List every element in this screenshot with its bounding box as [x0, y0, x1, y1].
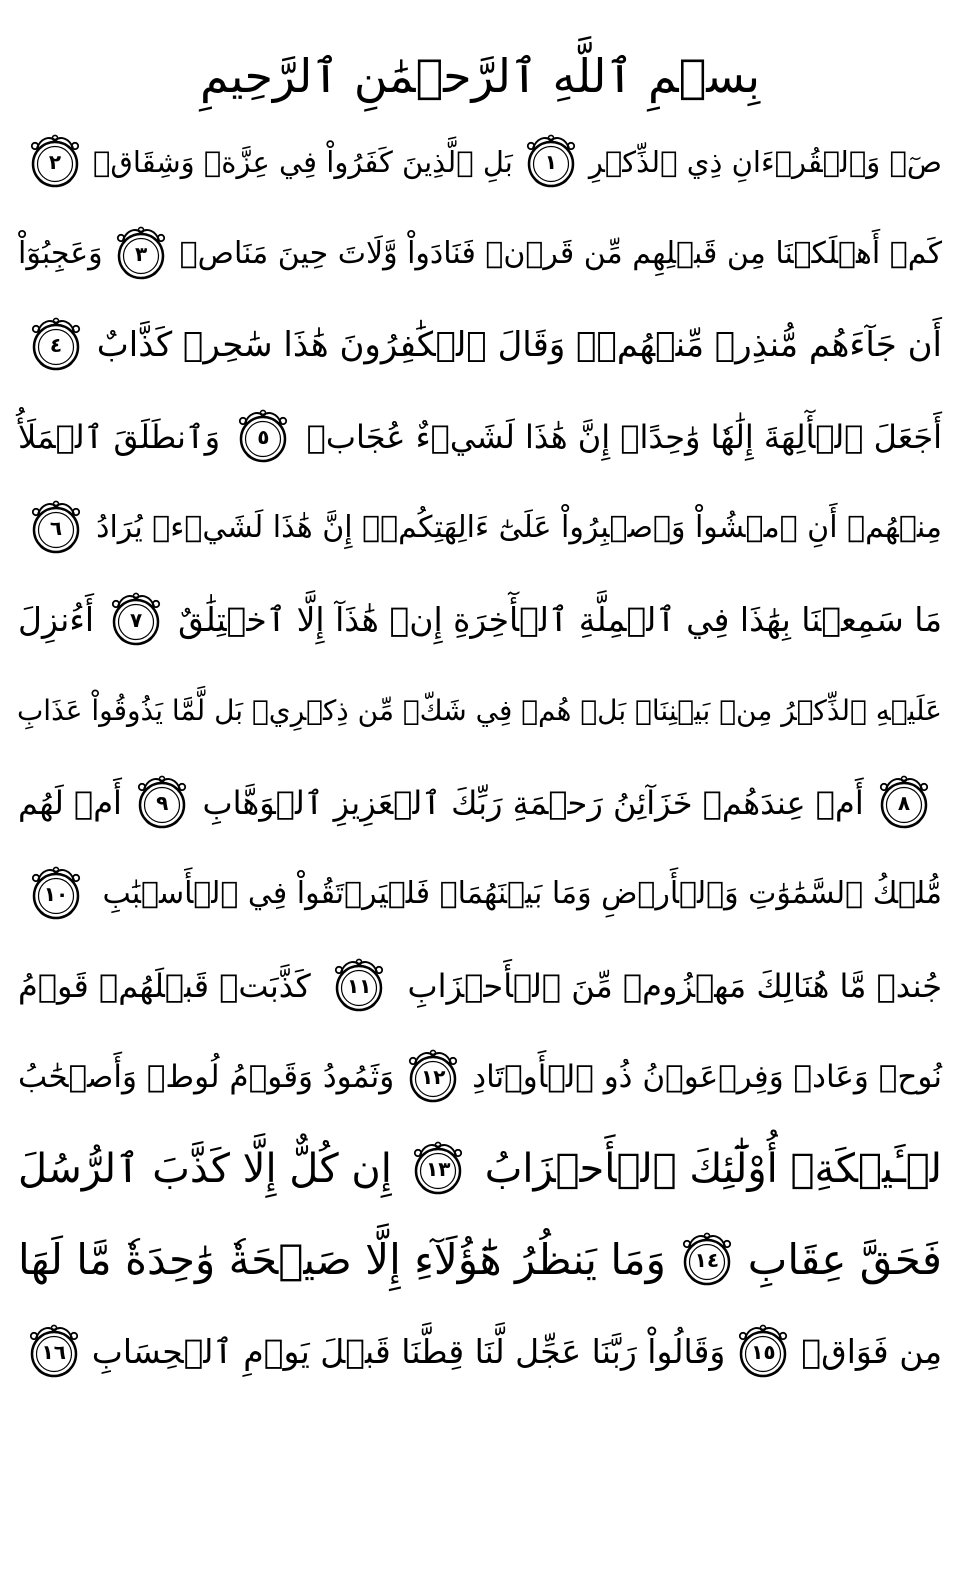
ayah-number-marker: [327, 954, 391, 1018]
ayah-number: ٥: [257, 424, 270, 449]
verse-line: [18, 1032, 942, 1122]
ayah-number: ٧: [130, 607, 143, 632]
ayah-number: ١١: [346, 973, 372, 998]
ayah-number: ٣: [135, 241, 148, 266]
ayah-number-marker: [406, 1137, 470, 1201]
verse-text: وَعَجِبُوٓاْ: [18, 235, 103, 271]
ayah-number: ٨: [897, 790, 911, 815]
ayah-number-marker: [22, 1320, 86, 1384]
basmala: بِسۡمِ ٱللَّهِ ٱلرَّحۡمَٰنِ ٱلرَّحِيمِ: [199, 49, 761, 103]
verse-text: أَمۡ عِندَهُمۡ خَزَآئِنُ رَحۡمَةِ رَبِّكَ ٱلۡعَزِيزِ ٱلۡوَهَّابِ: [202, 783, 864, 822]
verse-text: كَمۡ أَهۡلَكۡنَا مِن قَبۡلِهِم مِّن قَرۡنٖ فَنَادَواْ وَّلَاتَ حِينَ مَنَاصٖ: [179, 235, 942, 271]
verse-text: وَٱنطَلَقَ ٱلۡمَلَأُ: [18, 417, 221, 456]
verse-text: أَمۡ لَهُم: [18, 783, 122, 822]
ayah-number: ١٦: [41, 1339, 66, 1364]
verse-text: نُوحٖ وَعَادٞ وَفِرۡعَوۡنُ ذُو ٱلۡأَوۡتَادِ: [472, 1059, 942, 1095]
verse-text: وَمَا يَنظُرُ هَٰٓؤُلَآءِ إِلَّا صَيۡحَةٗ وَٰحِدَةٗ مَّا لَهَا: [18, 1235, 666, 1284]
verse-text: وَثَمُودُ وَقَوۡمُ لُوطٖ وَأَصۡحَٰبُ: [18, 1059, 395, 1095]
ayah-number: ١٢: [421, 1065, 446, 1089]
verse-line: [18, 392, 942, 482]
verse-line: [18, 483, 942, 573]
ayah-number-marker: [24, 313, 88, 377]
verse-text: فَحَقَّ عِقَابِ: [747, 1235, 942, 1284]
ayah-number-marker: [872, 771, 936, 835]
ayah-number-marker: [731, 1320, 795, 1384]
ayah-number: ١٣: [426, 1156, 451, 1181]
ayah-number: ١٠: [43, 882, 69, 906]
ayah-number-marker: [23, 130, 87, 194]
verse-line: [18, 117, 942, 207]
verse-line: [18, 1124, 942, 1214]
ayah-number-marker: [104, 588, 168, 652]
verse-line: [18, 758, 942, 848]
verse-text: إِن كُلٌّ إِلَّا كَذَّبَ ٱلرُّسُلَ: [18, 1145, 392, 1192]
verse-line: [18, 1215, 942, 1305]
ayah-number-marker: [24, 862, 88, 926]
ayah-number: ١: [544, 150, 557, 174]
verse-text: لۡـَٔيۡكَةِۚ أُوْلَٰٓئِكَ ٱلۡأَحۡزَابُ: [484, 1145, 942, 1192]
verse-text: بَلِ ٱلَّذِينَ كَفَرُواْ فِي عِزَّةٖ وَشِقَاقٖ: [92, 145, 513, 179]
verse-line: [18, 666, 942, 756]
verse-text: أَن جَآءَهُم مُّنذِرٞ مِّنۡهُمۡۖ وَقَالَ ٱلۡكَٰفِرُونَ هَٰذَا سَٰحِرٞ كَذَّابٌ: [96, 325, 942, 365]
verse-line: [18, 1307, 942, 1397]
verse-line: [18, 849, 942, 939]
ayah-number-marker: [109, 222, 173, 286]
verse-text: مِن فَوَاقٖ: [801, 1331, 942, 1371]
verse-text: مَا سَمِعۡنَا بِهَٰذَا فِي ٱلۡمِلَّةِ ٱلۡأٓخِرَةِ إِنۡ هَٰذَآ إِلَّا ٱخۡتِلَٰقٌ: [178, 599, 942, 639]
ayah-number: ١٥: [751, 1339, 776, 1364]
ayah-number: ٩: [156, 790, 169, 815]
ayah-number-marker: [401, 1045, 465, 1109]
verse-text: صٓۚ وَٱلۡقُرۡءَانِ ذِي ٱلذِّكۡرِ: [588, 145, 942, 179]
verse-line: [18, 941, 942, 1031]
verse-text: أَءُنزِلَ: [18, 599, 95, 639]
verse-line: [18, 575, 942, 665]
verse-line: [18, 300, 942, 390]
ayah-number: ٤: [49, 333, 63, 357]
verse-text: عَلَيۡهِ ٱلذِّكۡرُ مِنۢ بَيۡنِنَاۚ بَلۡ هُمۡ فِي شَكّٖ مِّن ذِكۡرِيۖ بَل لَّمَّا يَذُوقُواْ عَذَابِ: [16, 694, 942, 727]
verse-text: مِنۡهُمۡ أَنِ ٱمۡشُواْ وَٱصۡبِرُواْ عَلَىٰٓ ءَالِهَتِكُمۡۖ إِنَّ هَٰذَا لَشَيۡءٞ يُرَادُ: [96, 510, 942, 545]
verse-text: أَجَعَلَ ٱلۡأٓلِهَةَ إِلَٰهٗا وَٰحِدًاۖ إِنَّ هَٰذَا لَشَيۡءٌ عُجَابٞ: [306, 417, 942, 456]
ayah-number-marker: [519, 130, 583, 194]
ayah-number: ٦: [49, 516, 63, 540]
verse-text: وَقَالُواْ رَبَّنَا عَجِّل لَّنَا قِطَّنَا قَبۡلَ يَوۡمِ ٱلۡحِسَابِ: [91, 1331, 726, 1371]
ayah-number: ١٤: [694, 1248, 720, 1272]
ayah-number-marker: [675, 1228, 739, 1292]
ayah-number-marker: [24, 496, 88, 560]
ayah-number-marker: [231, 405, 295, 469]
verse-line: [18, 209, 942, 299]
ayah-number: ٢: [48, 150, 62, 174]
verse-text: مُّلۡكُ ٱلسَّمَٰوَٰتِ وَٱلۡأَرۡضِ وَمَا بَيۡنَهُمَاۖ فَلۡيَرۡتَقُواْ فِي ٱلۡأَسۡبَٰبِ: [102, 876, 942, 911]
verse-text: كَذَّبَتۡ قَبۡلَهُمۡ قَوۡمُ: [18, 966, 311, 1005]
verse-text: جُندٞ مَّا هُنَالِكَ مَهۡزُومٞ مِّنَ ٱلۡأَحۡزَابِ: [407, 966, 942, 1005]
ayah-number-marker: [130, 771, 194, 835]
